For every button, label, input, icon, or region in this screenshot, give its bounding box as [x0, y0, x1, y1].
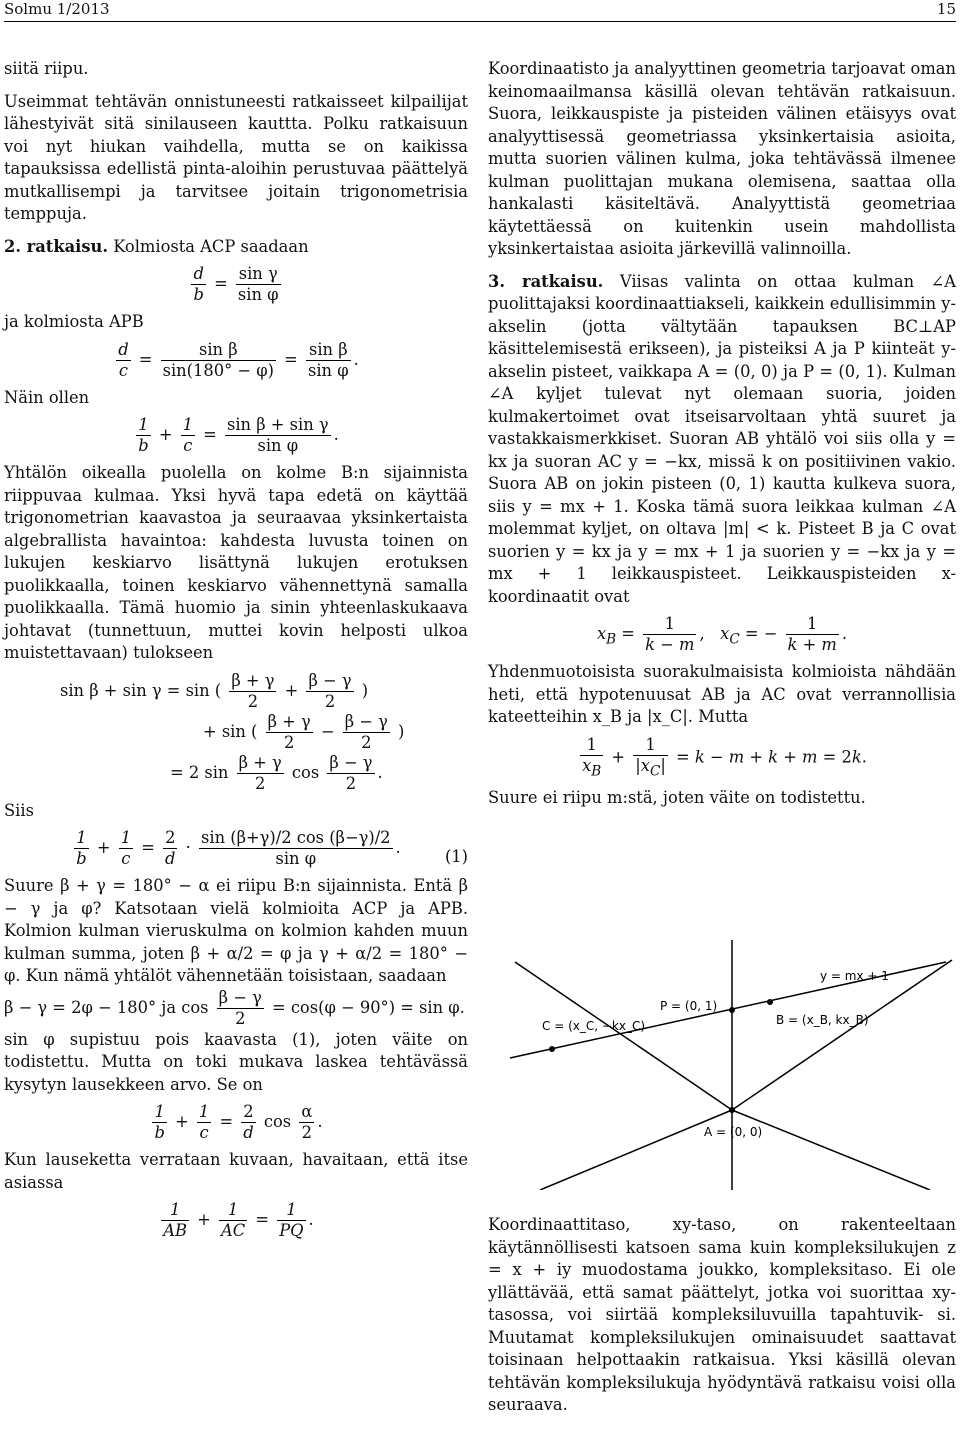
- coordinate-figure: [500, 940, 956, 1190]
- paragraph: sin φ supistuu pois kaavasta (1), joten väite on todistettu. Mutta on toki mukava laskea tehtävässä kysytyn lausekkeen arvo. Se on: [4, 1029, 468, 1094]
- line-ac-extension: [540, 1110, 732, 1190]
- section-heading: 2. ratkaisu.: [4, 236, 108, 256]
- paragraph: Koordinaatisto ja analyyttinen geometria tarjoavat oman keinomaailmansa käsillä olevan tehtävän ratkaisuun. Suora, leikkauspiste ja pisteiden välinen etäisyys ovat analyyttisessä geometriassa yksinkertaisia asioita, mutta suorien välinen kulma, joka tehtävässä ilmenee kulman puolittajan mukana olemisena, saattaa olla hankalasti käsiteltävä. Analyyttistä geometriaa käytettäessä on kuitenkin usein mahdollista yksinkertaistaa asioita järkevillä valinnoilla.: [488, 59, 956, 258]
- page-number: 15: [936, 0, 956, 18]
- right-column-bottom: [488, 1214, 956, 1417]
- paragraph: Viisas valinta on ottaa kulman ∠A puolittajaksi koordinaattiakseli, kaikkein edullisimmin y-akselin (jotta vältytään tapauksen BC⊥AP käsittelemisestä erikseen), ja pisteiksi A ja P kiinteät y-akselin pisteet, vaikkapa A = (0, 0) ja P = (0, 1). Kulman ∠A kyljet tulevat nyt olemaan suoria, joiden kulmakertoimet ovat itseisarvoltaan yhtä suuret ja vastakkaismerkkiset. Suoran AB yhtälö voi siis olla y = kx ja suoran AC y = −kx, missä k on positiivinen vakio. Suora AB on jokin pisteen (0, 1) kautta kulkeva suora, siis y = mx + 1. Koska tämä suora leikkaa kulman ∠A molemmat kyljet, on oltava |m| < k. Pisteet B ja C ovat suorien y = kx ja y = mx + 1 ja suorien y = −kx ja y = mx + 1 leikkauspisteet. Leikkauspisteiden x-koordinaatit ovat: [488, 271, 956, 606]
- paragraph: Kun lauseketta verrataan kuvaan, havaitaan, että itse asiassa: [4, 1150, 468, 1192]
- paragraph: siitä riipu.: [4, 59, 89, 78]
- equation-d-over-b: $\frac{d}{b}$ = $\frac{\text{sin γ}}{\text{sin φ}}$: [193, 264, 279, 304]
- label-line: y = mx + 1: [820, 969, 889, 983]
- equation-d-over-c: $\frac{d}{c}$ = $\frac{\text{sin β}}{\sin(180^\circ - \varphi)}$ = $\frac{\text{sin β}}{\text{sin φ}}$ .: [118, 339, 359, 380]
- paragraph: Koordinaattitaso, xy-taso, on rakenteeltaan käytännöllisesti katsoen sama kuin kompleksilukujen z = x + iy muodostama joukko, kompleksitaso. Ei ole yllättävää, että samat päättelyt, jotka voi suorittaa xy-tasossa, voi siirtää kompleksiluvuilla tapahtuvik- si. Muutamat kompleksilukujen ominaisuudet saattavat toisinaan helpottaakin ratkaisua. Yksi käsillä olevan tehtävän kompleksilukuja hyödyntävä ratkaisu voisi olla seuraava.: [488, 1215, 956, 1414]
- right-column: [488, 58, 956, 809]
- equation-1: $\frac{1}{b}$ + $\frac{1}{c}$ = $\frac{2}{d}$ · $\frac{\sin (\beta+\gamma)/2 \cos (\beta-\gamma)/2}{\text{sin φ}}$ . (1): [76, 828, 468, 868]
- section-heading: 3. ratkaisu.: [488, 271, 604, 291]
- paragraph: Yhdenmuotoisista suorakulmaisista kolmioista nähdään heti, että hypotenuusat AB ja AC ovat verrannollisia kateetteihin x_B ja |x_C|. Mutta: [488, 662, 956, 726]
- solution-2-intro: [4, 236, 468, 259]
- equation-sum-to-product: sin β + sin γ = sin ( $\frac{\beta + \gamma}{2}$ + $\frac{\beta - \gamma}{2}$ ) + sin ( $\frac{\beta + \gamma}{2}$ − $\frac{\beta - \gamma}{2}$ ) = 2 sin $\frac{\beta + \gamma}{2}$ cos $\frac{\beta - \gamma}{2}$ .: [60, 670, 405, 793]
- line-ac: [515, 962, 732, 1110]
- equation-final: $\frac{1}{x_B}$ + $\frac{1}{|x_C|}$ = k − m + k + m = 2k.: [582, 734, 867, 779]
- left-column: [4, 58, 468, 1247]
- equation-xb-xc: $x_B$ = $\frac{1}{k - m}$ , $x_C$ = − $\frac{1}{k + m}$ .: [596, 614, 848, 654]
- point-a: [729, 1107, 735, 1113]
- fraction: $\frac{\text{sin γ}}{\text{sin φ}}$: [237, 264, 279, 304]
- point-p: [729, 1007, 735, 1013]
- paragraph: Useimmat tehtävän onnistuneesti ratkaisseet kilpailijat lähestyivät sitä sinilauseen kauttta. Polku ratkaisuun voi nyt hiukan vaihdella, mutta se on kaikissa tapauksissa edellistä pinta-aloihin perustuvaa päättelyä mutkallisempi ja tarvitsee joitain trigonometrisia temppuja.: [4, 91, 468, 223]
- equation-cos: β − γ = 2φ − 180° ja cos $\frac{\beta - \gamma}{2}$ = cos(φ − 90°) = sin φ.: [4, 987, 465, 1028]
- page-header: [0, 0, 960, 22]
- label-p: P = (0, 1): [660, 999, 718, 1013]
- paragraph: Siis: [4, 800, 34, 820]
- equation-sum: $\frac{1}{b}$ + $\frac{1}{c}$ = $\frac{\text{sin β + sin γ}}{\text{sin φ}}$ .: [138, 415, 339, 455]
- paragraph: Yhtälön oikealla puolella on kolme B:n sijainnista riippuvaa kulmaa. Yksi hyvä tapa edetä on käyttää trigonometrian kaavastoa ja seuraavaa yksinkertaista algebrallista havaintoa: kahdesta luvusta toinen on lukujen keskiarvo lisättynä lukujen erotuksen puolikkaalla, toinen keskiarvo vähennettynä samalla puolikkaalla. Tämä huomio ja sinin yhteenlaskukaava johtavat (tunnettuun, muttei kovin helposti ulkoa muistettavaan) tulokseen: [4, 463, 468, 662]
- equation-ab-ac-pq: $\frac{1}{AB}$ + $\frac{1}{AC}$ = $\frac{1}{PQ}$ .: [163, 1200, 314, 1240]
- label-b: B = (x_B, kx_B): [776, 1013, 869, 1027]
- header-rule: [4, 21, 956, 22]
- point-b: [767, 999, 773, 1005]
- equation-result: $\frac{1}{b}$ + $\frac{1}{c}$ = $\frac{2}{d}$ cos $\frac{\alpha}{2}$ .: [154, 1102, 323, 1142]
- solution-3: [488, 271, 956, 609]
- paragraph: Kolmiosta ACP saadaan: [113, 236, 309, 256]
- journal-issue: Solmu 1/2013: [4, 0, 110, 18]
- paragraph: Suure ei riipu m:stä, joten väite on todistettu.: [488, 787, 866, 807]
- point-c: [549, 1046, 555, 1052]
- label-a: A = (0, 0): [704, 1125, 763, 1139]
- paragraph: Suure β + γ = 180° − α ei riipu B:n sijainnista. Entä β − γ ja φ? Katsotaan vielä kolmioita ACP ja APB. Kolmion kulman vieruskulma on kolmion kahden muun kulman summa, joten β + α/2 = φ ja γ + α/2 = 180° − φ. Kun nämä yhtälöt vähennetään toisistaan, saadaan: [4, 876, 468, 985]
- fraction: $\frac{d}{b}$: [193, 264, 204, 304]
- label-c: C = (x_C, −kx_C): [542, 1019, 646, 1033]
- paragraph: ja kolmiosta APB: [4, 312, 144, 331]
- line-ab-extension: [732, 1110, 930, 1190]
- equation-number: (1): [444, 847, 468, 866]
- paragraph: Näin ollen: [4, 387, 90, 407]
